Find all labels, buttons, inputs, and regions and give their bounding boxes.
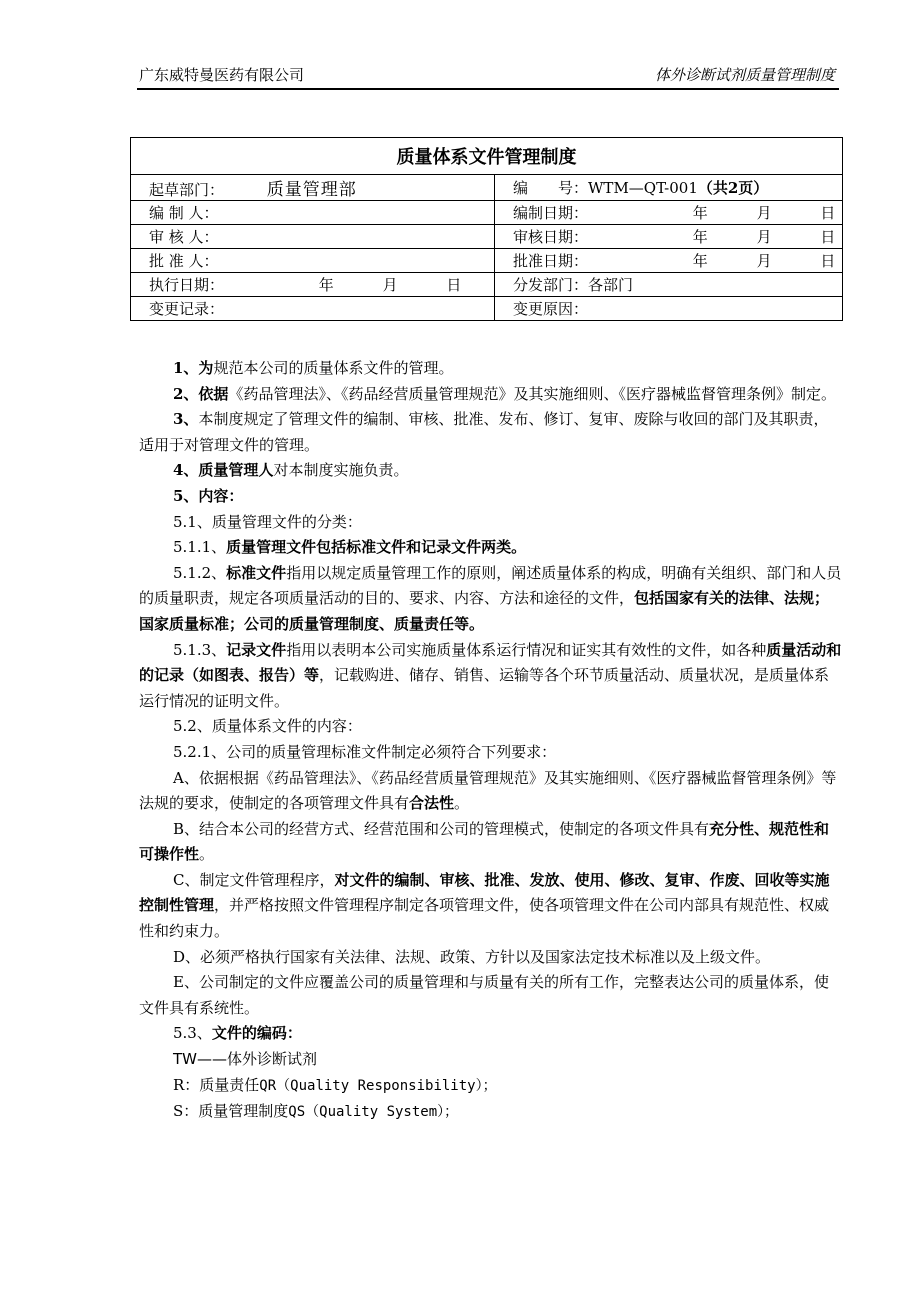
distribution-label: 分发部门： — [513, 276, 589, 294]
review-date-label: 审核日期： — [513, 228, 589, 246]
paragraph-E: E、公司制定的文件应覆盖公司的质量管理和与质量有关的所有工作，完整表达公司的质量体系，使文件具有系统性。 — [139, 973, 829, 1017]
page-count: （共2页） — [697, 179, 769, 197]
approver-cell — [131, 249, 495, 273]
review-date-day: 日 — [820, 228, 836, 246]
drafting-dept-label: 起草部门： — [149, 181, 225, 199]
paragraph-B: B、结合本公司的经营方式、经营范围和公司的管理模式，使制定的各项文件具有充分性、规范性和可操作性。 — [139, 819, 830, 864]
compile-date-year: 年 — [692, 204, 708, 222]
paragraph-5-1-1: 5.1.1、质量管理文件包括标准文件和记录文件两类。 — [173, 538, 527, 557]
effective-date-month: 月 — [382, 276, 398, 294]
paragraph-5-1-3: 5.1.3、记录文件指用以表明本公司实施质量体系运行情况和证实其有效性的文件，如各种质量活动和的记录（如图表、报告）等，记载购进、储存、销售、运输等各个环节质量活动、质量状况，是质量体系运行情况的证明文件。 — [139, 640, 842, 710]
header-divider — [137, 88, 839, 90]
paragraph-A: A、依据根据《药品管理法》、《药品经营质量管理规范》及其实施细则、《医疗器械监督管理条例》等法规的要求，使制定的各项管理文件具有合法性。 — [139, 768, 837, 813]
change-reason-label: 变更原因： — [513, 300, 589, 318]
distribution-cell — [495, 273, 843, 297]
paragraph-4: 4、质量管理人对本制度实施负责。 — [173, 461, 409, 480]
form-title: 质量体系文件管理制度 — [131, 138, 843, 175]
document-control-table — [130, 137, 843, 321]
effective-date-cell — [131, 273, 495, 297]
change-reason-cell — [495, 297, 843, 321]
compiler-cell — [131, 201, 495, 225]
code-s: S：质量管理制度QS（Quality System）； — [173, 1102, 459, 1121]
approve-date-month: 月 — [756, 252, 772, 270]
doc-number-cell — [495, 175, 843, 201]
code-r: R：质量责任QR（Quality Responsibility）； — [173, 1075, 497, 1094]
approve-date-year: 年 — [692, 252, 708, 270]
change-record-label: 变更记录： — [149, 300, 225, 318]
paragraph-5-1: 5.1、质量管理文件的分类： — [173, 512, 362, 531]
paragraph-C: C、制定文件管理程序，对文件的编制、审核、批准、发放、使用、修改、复审、作废、回收等实施控制性管理，并严格按照文件管理程序制定各项管理文件，使各项管理文件在公司内部具有规范性、权威性和约束力。 — [139, 870, 830, 941]
doc-number-label: 编 号： — [513, 179, 589, 197]
review-date-month: 月 — [756, 228, 772, 246]
document-body — [139, 356, 843, 1126]
approver-label: 批 准 人： — [149, 252, 219, 270]
effective-date-day: 日 — [446, 276, 462, 294]
code-tw: TW——体外诊断试剂 — [173, 1050, 317, 1069]
compile-date-month: 月 — [756, 204, 772, 222]
change-record-cell — [131, 297, 495, 321]
doc-number-value: WTM—QT-001 — [588, 179, 698, 197]
paragraph-5-3: 5.3、文件的编码： — [173, 1024, 302, 1043]
paragraph-3: 3、本制度规定了管理文件的编制、审核、批准、发布、修订、复审、废除与收回的部门及其职责，适用于对管理文件的管理。 — [139, 410, 829, 454]
drafting-dept-cell — [131, 175, 495, 201]
drafting-dept-value: 质量管理部 — [266, 180, 357, 200]
paragraph-2: 2、依据《药品管理法》、《药品经营质量管理规范》及其实施细则、《医疗器械监督管理条例》制定。 — [173, 384, 836, 403]
paragraph-5-2: 5.2、质量体系文件的内容： — [173, 717, 362, 736]
paragraph-5-2-1: 5.2.1、公司的质量管理标准文件制定必须符合下列要求： — [173, 742, 557, 761]
reviewer-label: 审 核 人： — [149, 228, 219, 246]
distribution-value: 各部门 — [588, 276, 634, 294]
review-date-year: 年 — [692, 228, 708, 246]
review-date-cell — [495, 225, 843, 249]
effective-date-label: 执行日期： — [149, 276, 225, 294]
effective-date-year: 年 — [318, 276, 334, 294]
compile-date-label: 编制日期： — [513, 204, 589, 222]
header-doc-category: 体外诊断试剂质量管理制度 — [654, 66, 835, 84]
compile-date-cell — [495, 201, 843, 225]
compiler-label: 编 制 人： — [149, 204, 219, 222]
paragraph-1: 1、为规范本公司的质量体系文件的管理。 — [173, 359, 454, 377]
compile-date-day: 日 — [820, 204, 836, 222]
reviewer-cell — [131, 225, 495, 249]
paragraph-5: 5、内容： — [173, 486, 244, 505]
approve-date-cell — [495, 249, 843, 273]
approve-date-day: 日 — [820, 252, 836, 270]
paragraph-5-1-2: 5.1.2、标准文件指用以规定质量管理工作的原则，阐述质量体系的构成，明确有关组织、部门和人员的质量职责，规定各项质量活动的目的、要求、内容、方法和途径的文件，包括国家有关的法律、法规；国家质量标准；公司的质量管理制度、质量责任等。 — [139, 563, 842, 633]
header-company: 广东威特曼医药有限公司 — [139, 66, 305, 84]
approve-date-label: 批准日期： — [513, 252, 589, 270]
paragraph-D: D、必须严格执行国家有关法律、法规、政策、方针以及国家法定技术标准以及上级文件。 — [173, 947, 771, 966]
